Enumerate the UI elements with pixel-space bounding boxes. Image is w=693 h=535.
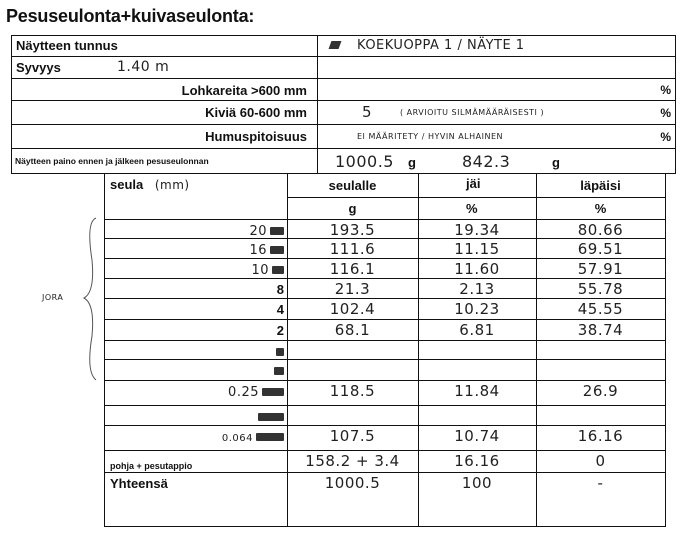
cell-g: 1000.5 (324, 474, 381, 492)
humus-unit: % (660, 130, 671, 144)
sieve-size: 0.064 (221, 433, 253, 444)
retained-header: seulalle (328, 178, 377, 193)
cell-ret: 10.23 (454, 300, 500, 318)
sieve-header-label: seula (110, 177, 144, 192)
weight-before-unit: g (408, 155, 416, 170)
cell-ret: 16.16 (454, 452, 500, 470)
sieve-size: 2 (276, 323, 284, 338)
cell-pass: 55.78 (577, 280, 624, 298)
cell-ret: 100 (461, 474, 493, 492)
cell-g: 111.6 (329, 240, 376, 258)
stones-unit: % (660, 106, 671, 120)
sieve-size: pohja + pesutappio (110, 461, 193, 471)
sieve-size: Yhteensä (110, 476, 168, 491)
side-note: JORA (42, 293, 64, 302)
cell-pass: - (597, 474, 604, 492)
cell-g: 193.5 (329, 221, 376, 239)
sieve-size: 20 (249, 224, 267, 239)
passing-unit: % (594, 201, 607, 216)
cell-pass: 38.74 (577, 321, 624, 339)
sieve-size: 10 (251, 263, 269, 278)
cell-g: 158.2 + 3.4 (305, 452, 400, 470)
stones-label: Kiviä 60-600 mm (205, 105, 307, 120)
passing-header: läpäisi (580, 178, 621, 193)
cell-ret: 10.74 (454, 427, 500, 445)
remaining-header: jäi (466, 176, 481, 191)
cell-pass: 80.66 (577, 221, 624, 239)
cell-pass: 0 (595, 452, 606, 470)
weight-after-unit: g (552, 155, 560, 170)
cell-ret: 11.84 (454, 382, 500, 400)
remaining-unit: % (466, 201, 478, 216)
cell-ret: 2.13 (459, 280, 495, 298)
cell-pass: 57.91 (577, 260, 624, 278)
cell-g: 118.5 (329, 382, 376, 400)
sample-id-label: Näytteen tunnus (16, 38, 118, 53)
depth-label: Syvyys (16, 60, 61, 75)
retained-unit: g (348, 201, 357, 216)
weight-after-value: 842.3 (462, 152, 511, 171)
cell-pass: 45.55 (577, 300, 624, 318)
stones-value: 5 (362, 103, 373, 121)
cell-pass: 69.51 (577, 240, 624, 258)
sieve-size: 8 (276, 282, 284, 297)
weight-label: Näytteen paino ennen ja jälkeen pesuseulonnan (15, 156, 209, 166)
weight-before-value: 1000.5 (335, 152, 394, 171)
cell-pass: 16.16 (577, 427, 624, 445)
boulders-label: Lohkareita >600 mm (181, 83, 307, 98)
cell-g: 21.3 (334, 280, 371, 298)
cell-ret: 19.34 (454, 221, 500, 239)
sieve-header-unit: (mm) (154, 178, 190, 192)
cell-g: 107.5 (329, 427, 376, 445)
cell-ret: 11.60 (454, 260, 500, 278)
cell-g: 68.1 (334, 321, 371, 339)
page-title: Pesuseulonta+kuivaseulonta: (6, 6, 255, 26)
stones-note: ( ARVIOITU SILMÄMÄÄRÄISESTI ) (400, 108, 545, 117)
boulders-unit: % (660, 83, 671, 97)
cell-ret: 11.15 (454, 240, 500, 258)
sieve-size: 4 (276, 302, 284, 317)
sieve-size: 16 (249, 243, 267, 258)
sample-id-value: KOEKUOPPA 1 / NÄYTE 1 (357, 38, 525, 53)
humus-label: Humuspitoisuus (205, 129, 307, 144)
cell-g: 116.1 (329, 260, 376, 278)
depth-value: 1.40 m (117, 59, 170, 75)
cell-pass: 26.9 (582, 382, 619, 400)
cell-g: 102.4 (329, 300, 376, 318)
humus-value: EI MÄÄRITETY / HYVIN ALHAINEN (357, 132, 504, 141)
sieve-size: 0.25 (228, 385, 259, 400)
cell-ret: 6.81 (459, 321, 495, 339)
